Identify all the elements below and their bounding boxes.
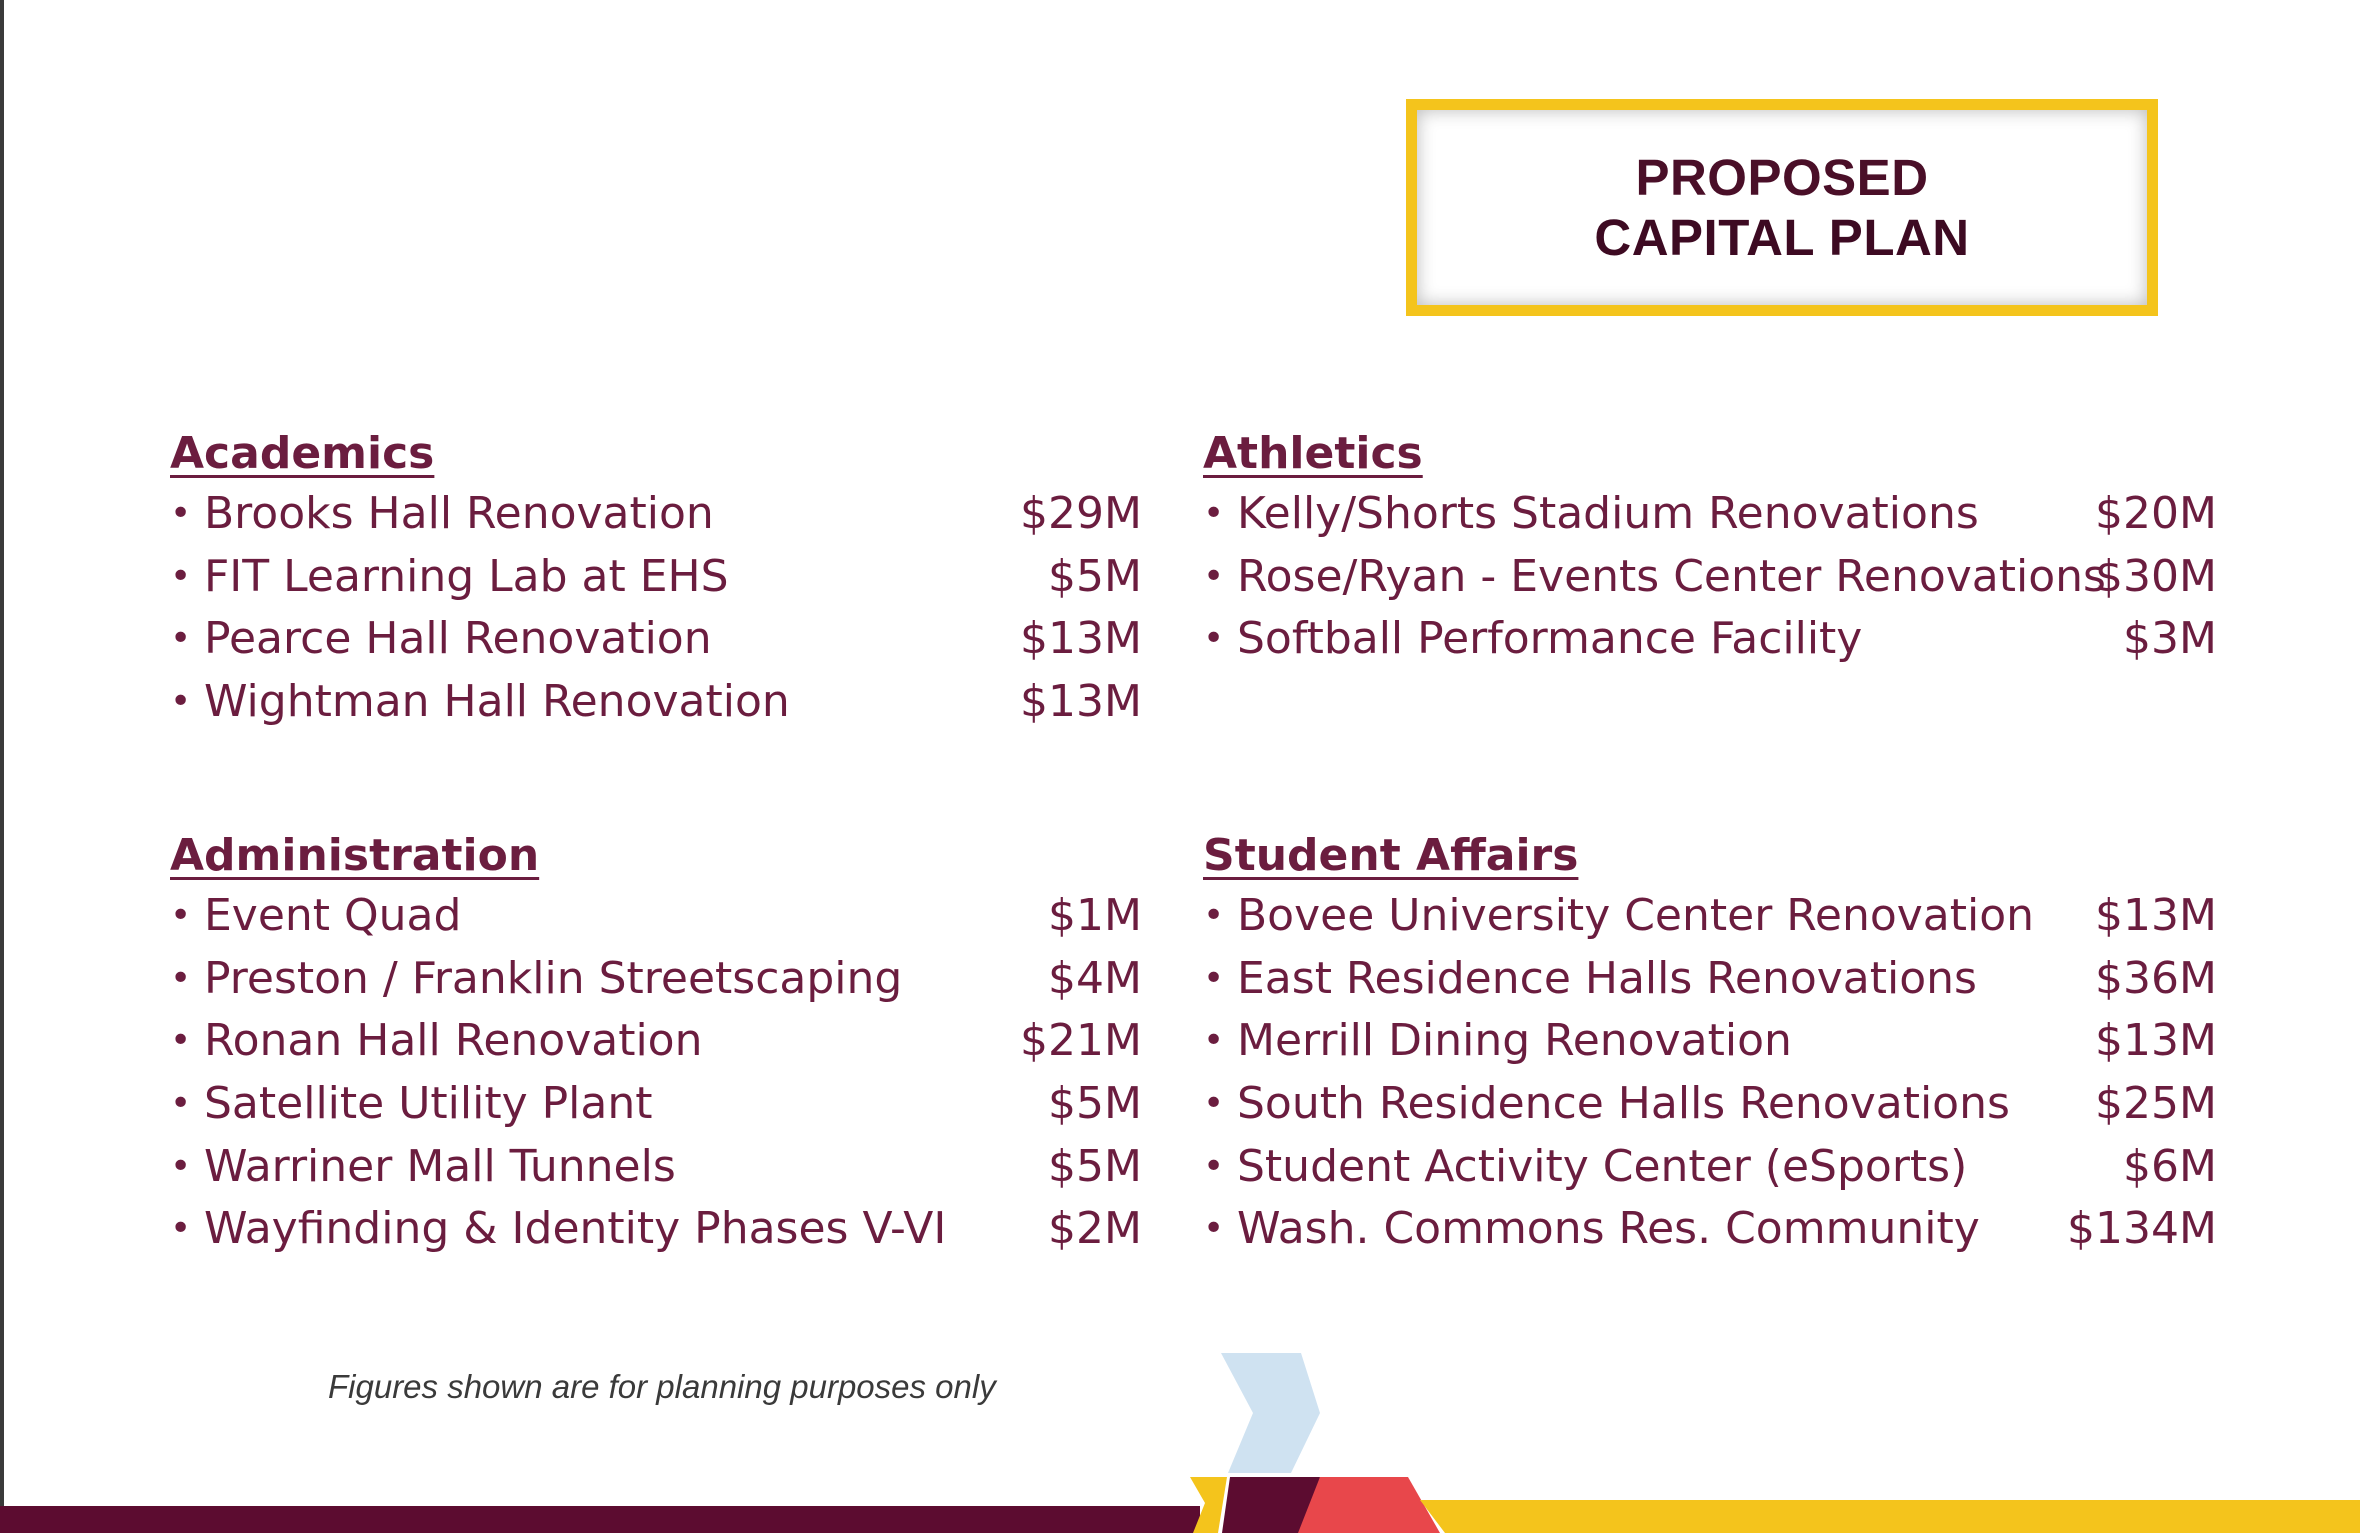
- list-item: [170, 1073, 1142, 1136]
- title-line-2: CAPITAL PLAN: [1594, 208, 1970, 266]
- section-student-affairs: [1203, 827, 2217, 1261]
- project-amount: $13M: [2095, 890, 2217, 941]
- project-amount: $1M: [1048, 890, 1142, 941]
- project-name: Rose/Ryan - Events Center Renovations: [1237, 550, 2106, 602]
- project-amount: $13M: [2095, 1015, 2217, 1067]
- list-item: [170, 1010, 1142, 1073]
- section-heading: Academics: [170, 428, 435, 479]
- project-amount: $13M: [1020, 613, 1142, 665]
- list-item: [1203, 885, 2217, 948]
- list-item: [170, 608, 1142, 671]
- bullet-icon: •: [170, 957, 192, 999]
- project-name: Ronan Hall Renovation: [204, 1015, 703, 1067]
- project-name: Preston / Franklin Streetscaping: [204, 952, 903, 1004]
- project-amount: $36M: [2095, 952, 2217, 1004]
- project-name: Event Quad: [204, 890, 462, 941]
- bullet-icon: •: [170, 1020, 192, 1062]
- bullet-icon: •: [170, 681, 192, 723]
- planning-footnote: Figures shown are for planning purposes only: [328, 1368, 996, 1405]
- project-name: Brooks Hall Renovation: [204, 488, 714, 539]
- project-amount: $30M: [2095, 550, 2217, 602]
- project-name: Wightman Hall Renovation: [204, 676, 790, 728]
- list-item: [170, 885, 1142, 948]
- bullet-icon: •: [1203, 957, 1225, 999]
- bullet-icon: •: [1203, 1020, 1225, 1062]
- bullet-icon: •: [1203, 1083, 1225, 1125]
- project-name: East Residence Halls Renovations: [1237, 952, 1977, 1004]
- project-amount: $29M: [1020, 488, 1142, 539]
- red-chevron: [1298, 1477, 1440, 1533]
- project-name: Wash. Commons Res. Community: [1237, 1203, 1980, 1255]
- maroon-band: [0, 1506, 1200, 1533]
- project-amount: $134M: [2067, 1203, 2217, 1255]
- project-name: Merrill Dining Renovation: [1237, 1015, 1792, 1067]
- item-list: [1203, 483, 2217, 671]
- bullet-icon: •: [170, 1208, 192, 1250]
- bullet-icon: •: [170, 1083, 192, 1125]
- list-item: [170, 1198, 1142, 1261]
- bullet-icon: •: [1203, 1208, 1225, 1250]
- project-name: Bovee University Center Renovation: [1237, 890, 2035, 941]
- list-item: [1203, 483, 2217, 546]
- bullet-icon: •: [170, 1145, 192, 1187]
- project-amount: $3M: [2123, 613, 2217, 665]
- item-list: [170, 483, 1142, 734]
- project-name: Kelly/Shorts Stadium Renovations: [1237, 488, 1979, 539]
- project-name: FIT Learning Lab at EHS: [204, 550, 729, 602]
- project-amount: $5M: [1048, 1140, 1142, 1192]
- list-item: [170, 1136, 1142, 1199]
- project-amount: $21M: [1020, 1015, 1142, 1067]
- list-item: [1203, 948, 2217, 1011]
- bullet-icon: •: [1203, 1145, 1225, 1187]
- bullet-icon: •: [170, 493, 192, 534]
- list-item: [170, 671, 1142, 734]
- project-amount: $2M: [1048, 1203, 1142, 1255]
- item-list: [170, 885, 1142, 1261]
- project-name: Softball Performance Facility: [1237, 613, 1863, 665]
- project-amount: $13M: [1020, 676, 1142, 728]
- list-item: [170, 546, 1142, 609]
- slide-left-edge: [0, 0, 4, 1533]
- item-list: [1203, 885, 2217, 1261]
- list-item: [170, 483, 1142, 546]
- light-blue-chevron: [1221, 1353, 1320, 1473]
- list-item: [1203, 1073, 2217, 1136]
- project-amount: $25M: [2095, 1078, 2217, 1130]
- project-name: South Residence Halls Renovations: [1237, 1078, 2010, 1130]
- project-name: Satellite Utility Plant: [204, 1078, 653, 1130]
- bullet-icon: •: [1203, 618, 1225, 660]
- bullet-icon: •: [170, 618, 192, 660]
- list-item: [1203, 1198, 2217, 1261]
- section-heading: Athletics: [1203, 428, 1423, 479]
- project-amount: $6M: [2123, 1140, 2217, 1192]
- list-item: [1203, 546, 2217, 609]
- bullet-icon: •: [1203, 493, 1225, 534]
- gold-band: [1420, 1500, 2360, 1533]
- section-athletics: [1203, 425, 2217, 671]
- section-heading: Administration: [170, 830, 540, 881]
- list-item: [170, 948, 1142, 1011]
- list-item: [1203, 1010, 2217, 1073]
- project-amount: $4M: [1048, 952, 1142, 1004]
- project-name: Wayfinding & Identity Phases V-VI: [204, 1203, 947, 1255]
- section-administration: [170, 827, 1142, 1261]
- bullet-icon: •: [170, 895, 192, 936]
- project-amount: $5M: [1048, 550, 1142, 602]
- list-item: [1203, 608, 2217, 671]
- project-amount: $5M: [1048, 1078, 1142, 1130]
- bullet-icon: •: [170, 555, 192, 597]
- section-academics: [170, 425, 1142, 734]
- title-line-1: PROPOSED: [1635, 148, 1929, 206]
- title-box: [1406, 99, 2158, 316]
- project-name: Warriner Mall Tunnels: [204, 1140, 676, 1192]
- bullet-icon: •: [1203, 895, 1225, 936]
- project-amount: $20M: [2095, 488, 2217, 539]
- list-item: [1203, 1136, 2217, 1199]
- bullet-icon: •: [1203, 555, 1225, 597]
- decorative-footer-band: [0, 1353, 2360, 1533]
- project-name: Student Activity Center (eSports): [1237, 1140, 1968, 1192]
- project-name: Pearce Hall Renovation: [204, 613, 712, 665]
- section-heading: Student Affairs: [1203, 830, 1579, 881]
